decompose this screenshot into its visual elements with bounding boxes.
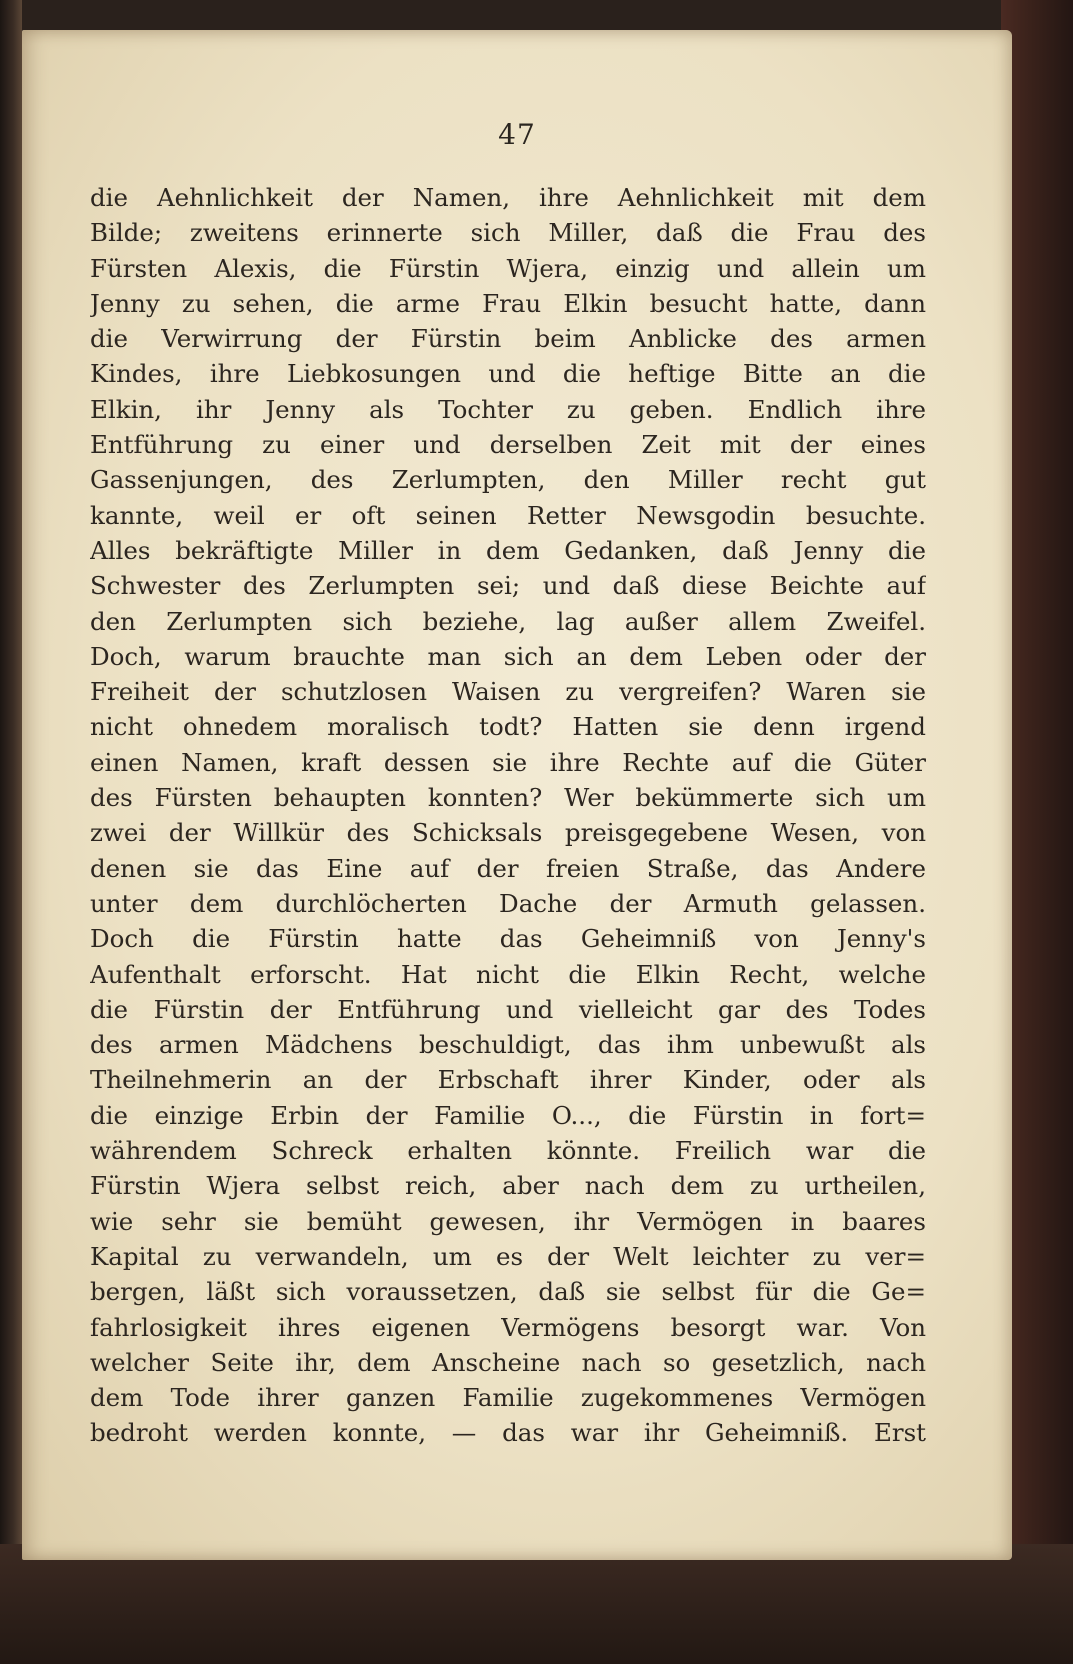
- text-line: fahrlosigkeit ihres eigenen Vermögens besorgt war. Von: [90, 1312, 926, 1342]
- text-line: Aufenthalt erforscht. Hat nicht die Elkin Recht, welche: [90, 959, 926, 989]
- text-line: Doch, warum brauchte man sich an dem Leben oder der: [90, 641, 926, 671]
- book-page: [22, 30, 1012, 1560]
- text-line: Doch die Fürstin hatte das Geheimniß von Jenny's: [90, 924, 926, 954]
- text-line: Fürsten Alexis, die Fürstin Wjera, einzig und allein um: [90, 253, 926, 283]
- page-number: 47: [498, 118, 536, 151]
- text-line: dem Tode ihrer ganzen Familie zugekommenes Vermögen: [90, 1383, 926, 1413]
- text-line: denen sie das Eine auf der freien Straße, das Andere: [90, 853, 926, 883]
- text-line: Theilnehmerin an der Erbschaft ihrer Kinder, oder als: [90, 1065, 926, 1095]
- text-line: Schwester des Zerlumpten sei; und daß diese Beichte auf: [90, 571, 926, 601]
- text-line: Kindes, ihre Liebkosungen und die heftige Bitte an die: [90, 359, 926, 389]
- text-line: Alles bekräftigte Miller in dem Gedanken, daß Jenny die: [90, 535, 926, 565]
- text-line: Entführung zu einer und derselben Zeit mit der eines: [90, 430, 926, 460]
- text-line: die Aehnlichkeit der Namen, ihre Aehnlichkeit mit dem: [90, 183, 926, 212]
- text-line: Jenny zu sehen, die arme Frau Elkin besucht hatte, dann: [90, 288, 926, 318]
- text-line: des Fürsten behaupten konnten? Wer bekümmerte sich um: [90, 783, 926, 813]
- book-cover-bottom-edge: [0, 1544, 1073, 1664]
- text-line: Bilde; zweitens erinnerte sich Miller, daß die Frau des: [90, 218, 926, 248]
- text-line: nicht ohnedem moralisch todt? Hatten sie denn irgend: [90, 712, 926, 742]
- text-line: Freiheit der schutzlosen Waisen zu vergreifen? Waren sie: [90, 677, 926, 707]
- text-line: zwei der Willkür des Schicksals preisgegebene Wesen, von: [90, 818, 926, 848]
- text-line: Kapital zu verwandeln, um es der Welt leichter zu ver=: [90, 1241, 926, 1271]
- text-line: des armen Mädchens beschuldigt, das ihm unbewußt als: [90, 1030, 926, 1060]
- text-line: bergen, läßt sich voraussetzen, daß sie selbst für die Ge=: [90, 1277, 926, 1307]
- text-line: welcher Seite ihr, dem Anscheine nach so gesetzlich, nach: [90, 1347, 926, 1377]
- text-line: die einzige Erbin der Familie O..., die Fürstin in fort=: [90, 1100, 926, 1130]
- text-line: Fürstin Wjera selbst reich, aber nach dem zu urtheilen,: [90, 1171, 926, 1201]
- text-line: währendem Schreck erhalten könnte. Freilich war die: [90, 1136, 926, 1166]
- text-line: unter dem durchlöcherten Dache der Armuth gelassen.: [90, 888, 926, 918]
- text-line: Gassenjungen, des Zerlumpten, den Miller recht gut: [90, 465, 926, 495]
- text-line: kannte, weil er oft seinen Retter Newsgodin besuchte.: [90, 500, 926, 530]
- text-line: einen Namen, kraft dessen sie ihre Rechte auf die Güter: [90, 747, 926, 777]
- page-body-text: [90, 180, 926, 1451]
- text-line: den Zerlumpten sich beziehe, lag außer allem Zweifel.: [90, 606, 926, 636]
- book-cover-left-edge: [0, 0, 22, 1664]
- text-line: wie sehr sie bemüht gewesen, ihr Vermögen in baares: [90, 1206, 926, 1236]
- text-line: Elkin, ihr Jenny als Tochter zu geben. Endlich ihre: [90, 394, 926, 424]
- text-line: bedroht werden konnte, — das war ihr Geheimniß. Erst: [90, 1418, 926, 1448]
- text-line: die Fürstin der Entführung und vielleicht gar des Todes: [90, 994, 926, 1024]
- text-line: die Verwirrung der Fürstin beim Anblicke des armen: [90, 324, 926, 354]
